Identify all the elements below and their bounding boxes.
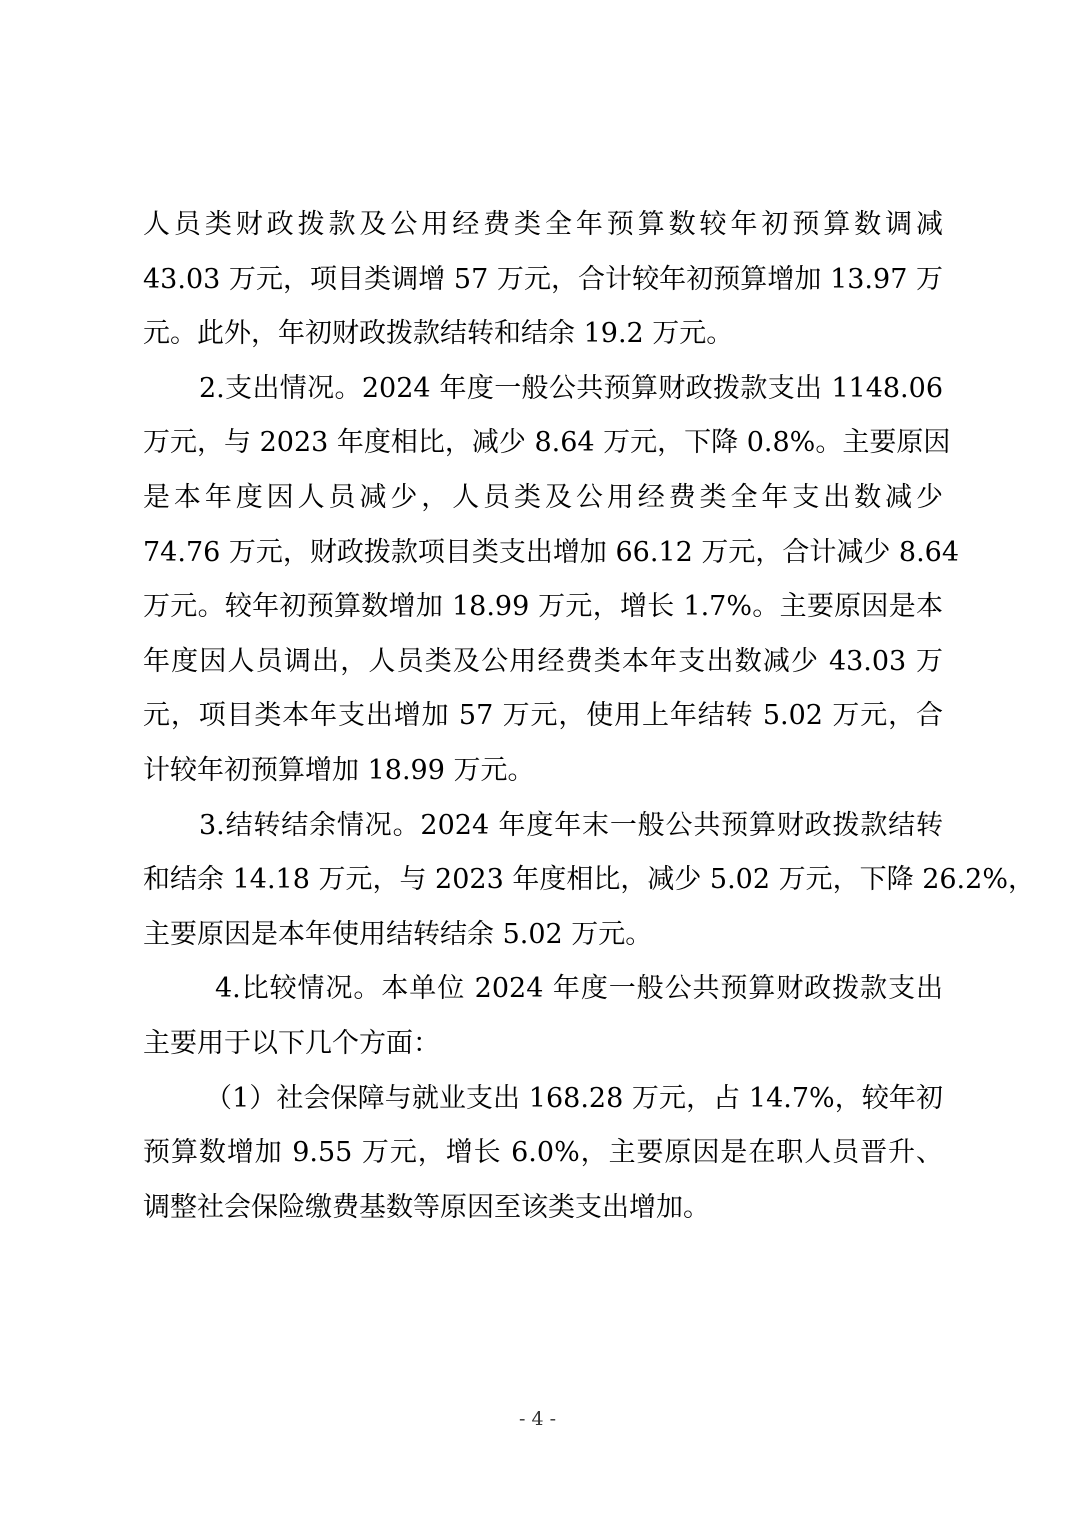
text-line: 预算数增加 9.55 万元，增长 6.0%，主要原因是在职人员晋升、	[143, 1137, 943, 1169]
text-line: 3.结转结余情况。2024 年度年末一般公共预算财政拨款结转	[199, 809, 943, 841]
text-line: 74.76 万元，财政拨款项目类支出增加 66.12 万元，合计减少 8.64	[143, 536, 960, 568]
document-body	[143, 198, 1035, 1235]
text-line: 是本年度因人员减少，人员类及公用经费类全年支出数减少	[143, 481, 943, 513]
text-line: 元。此外，年初财政拨款结转和结余 19.2 万元。	[143, 318, 734, 350]
paragraph-expenditure	[143, 362, 960, 799]
text-line: （1）社会保障与就业支出 168.28 万元，占 14.7%，较年初	[205, 1082, 943, 1114]
text-line: 年度因人员调出，人员类及公用经费类本年支出数减少 43.03 万	[143, 645, 943, 677]
text-line: 万元，与 2023 年度相比，减少 8.64 万元，下降 0.8%。主要原因	[143, 427, 951, 459]
paragraph-budget-adjustment	[143, 198, 943, 362]
paragraph-social-security	[143, 1072, 943, 1236]
text-line: 元，项目类本年支出增加 57 万元，使用上年结转 5.02 万元，合	[143, 700, 943, 732]
text-line: 调整社会保险缴费基数等原因至该类支出增加。	[143, 1191, 710, 1223]
text-line: 人员类财政拨款及公用经费类全年预算数较年初预算数调减	[143, 209, 943, 240]
text-line: 43.03 万元，项目类调增 57 万元，合计较年初预算增加 13.97 万	[143, 263, 943, 295]
text-line: 主要用于以下几个方面：	[143, 1027, 440, 1059]
paragraph-comparison	[143, 962, 943, 1071]
text-line: 万元。较年初预算数增加 18.99 万元，增长 1.7%。主要原因是本	[143, 591, 943, 623]
text-line: 4.比较情况。本单位 2024 年度一般公共预算财政拨款支出	[215, 973, 943, 1005]
text-line: 计较年初预算增加 18.99 万元。	[143, 754, 535, 786]
text-line: 和结余 14.18 万元，与 2023 年度相比，减少 5.02 万元，下降 26.2%，	[143, 864, 1035, 896]
paragraph-carryover	[143, 799, 1035, 963]
text-line: 主要原因是本年使用结转结余 5.02 万元。	[143, 918, 653, 950]
page-number: - 4 -	[518, 1408, 556, 1430]
text-line: 2.支出情况。2024 年度一般公共预算财政拨款支出 1148.06	[199, 372, 943, 404]
